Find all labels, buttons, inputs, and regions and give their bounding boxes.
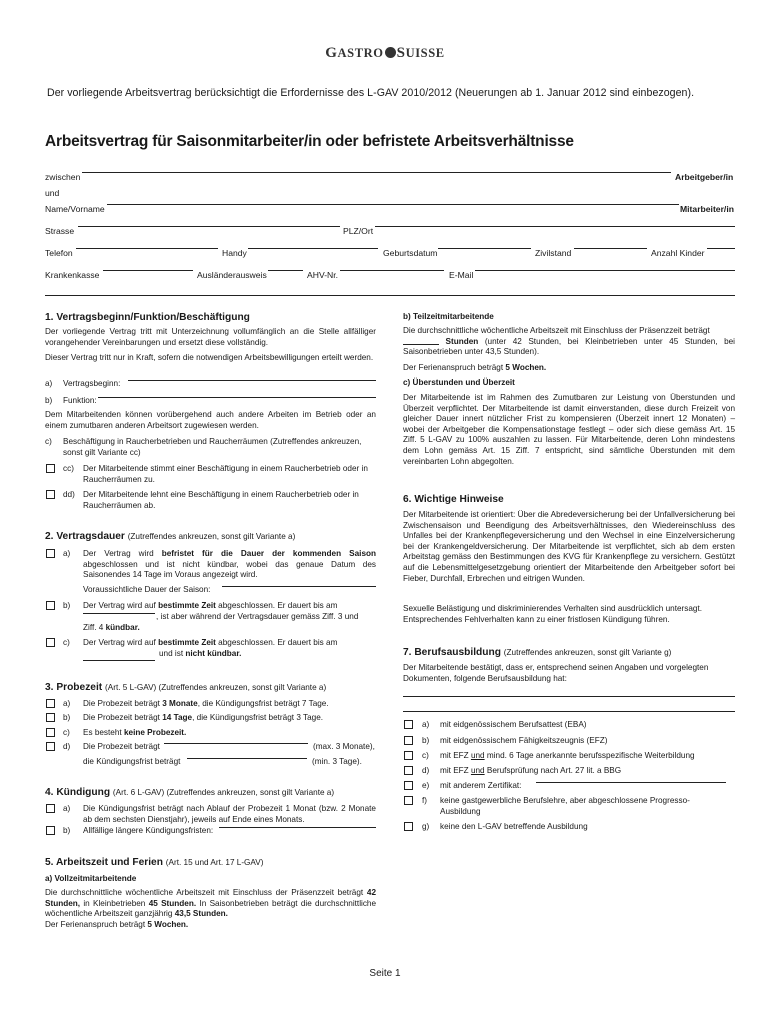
auslaender-field[interactable] bbox=[268, 270, 303, 271]
krankenkasse-field[interactable] bbox=[103, 270, 193, 271]
s3-d-checkbox[interactable] bbox=[46, 742, 55, 751]
s7-e-key: e) bbox=[422, 781, 430, 790]
teilzeit-stunden-field[interactable] bbox=[403, 337, 439, 345]
und-label: und bbox=[45, 188, 60, 198]
s3-d-text-2: die Kündigungsfrist beträgt bbox=[83, 757, 181, 766]
s7-b-key: b) bbox=[422, 736, 430, 745]
handy-field[interactable] bbox=[248, 248, 378, 249]
section-5-title: 5. Arbeitszeit und Ferien (Art. 15 und Art. 17 L-GAV) bbox=[45, 857, 264, 868]
s5-a-text: Die durchschnittliche wöchentliche Arbeitszeit mit Einschluss der Präsenzzeit beträgt 42 Stunden, in Kleinbetrieben 45 Stunden. In Saisonbetrieben beträgt die durchschnittliche wöchentliche Arbeitszeit ganzjährig 43,5 Stunden. Der Ferienanspruch beträgt 5 Wochen. bbox=[45, 888, 377, 929]
s1-dd-text: Der Mitarbeitende lehnt eine Beschäftigung in einem Raucherbetrieb oder in Raucherräumen ab. bbox=[83, 490, 359, 510]
plz-field[interactable] bbox=[375, 226, 735, 227]
s7-d-checkbox[interactable] bbox=[404, 766, 413, 775]
s7-a-key: a) bbox=[422, 720, 430, 729]
s7-c-text: mit EFZ und mind. 6 Tage anerkannte berufsspezifische Weiterbildung bbox=[440, 751, 695, 760]
section-1-title: 1. Vertragsbeginn/Funktion/Beschäftigung bbox=[45, 312, 250, 323]
s2-b-text-2: , ist aber während der Vertragsdauer gemäss Ziff. 3 und bbox=[156, 612, 359, 621]
s7-a-checkbox[interactable] bbox=[404, 720, 413, 729]
kinder-field[interactable] bbox=[707, 248, 735, 249]
s7-d-key: d) bbox=[422, 766, 430, 775]
handy-label: Handy bbox=[222, 248, 247, 258]
s1-b-key: b) bbox=[45, 396, 53, 405]
s3-d-key: d) bbox=[63, 742, 71, 751]
gastrosuisse-logo: GASTRO SUISSE bbox=[325, 45, 445, 61]
s3-b-checkbox[interactable] bbox=[46, 713, 55, 722]
section-3-title: 3. Probezeit (Art. 5 L-GAV) (Zutreffendes ankreuzen, sonst gilt Variante a) bbox=[45, 682, 327, 693]
probezeit-field[interactable] bbox=[164, 743, 308, 744]
page-title: Arbeitsvertrag für Saisonmitarbeiter/in oder befristete Arbeitsverhältnisse bbox=[45, 133, 574, 150]
s7-c-checkbox[interactable] bbox=[404, 751, 413, 760]
berufsausbildung-field-2[interactable] bbox=[403, 711, 735, 712]
s2-b-key: b) bbox=[63, 601, 71, 610]
geburtsdatum-label: Geburtsdatum bbox=[383, 248, 438, 258]
email-field[interactable] bbox=[475, 270, 735, 271]
telefon-label: Telefon bbox=[45, 248, 73, 258]
s2-dauer-label: Voraussichtliche Dauer der Saison: bbox=[83, 585, 211, 594]
s1-paragraph-1: Der vorliegende Vertrag tritt mit Unterzeichnung vollumfänglich an die Stelle allfälliger vorangehender Vereinbarungen und ersetzt diese vollständig. bbox=[45, 327, 376, 347]
plz-label: PLZ/Ort bbox=[343, 226, 374, 236]
zivilstand-label: Zivilstand bbox=[535, 248, 572, 258]
s2-a-key: a) bbox=[63, 549, 71, 558]
s5-b-title: b) Teilzeitmitarbeitende bbox=[403, 312, 494, 321]
s5-c-title: c) Überstunden und Überzeit bbox=[403, 378, 515, 387]
s6-paragraph-2: Sexuelle Belästigung und diskriminierendes Verhalten sind ausdrücklich untersagt. Entsprechendes Fehlverhalten kann zu einer fristlosen Kündigung führen. bbox=[403, 604, 703, 624]
s3-c-key: c) bbox=[63, 728, 70, 737]
s1-cc-text: Der Mitarbeitende stimmt einer Beschäftigung in einem Raucherbetrieb oder in Raucherräumen zu. bbox=[83, 464, 368, 484]
s2-b-date-field[interactable] bbox=[83, 613, 155, 614]
name-field[interactable] bbox=[107, 204, 679, 205]
s2-a-checkbox[interactable] bbox=[46, 549, 55, 558]
s2-c-date-field[interactable] bbox=[83, 660, 155, 661]
s4-b-checkbox[interactable] bbox=[46, 826, 55, 835]
anderes-zertifikat-field[interactable] bbox=[536, 782, 726, 783]
section-7-title: 7. Berufsausbildung (Zutreffendes ankreuzen, sonst gilt Variante g) bbox=[403, 647, 672, 658]
s7-e-text: mit anderem Zertifikat: bbox=[440, 781, 522, 790]
s1-cc-key: cc) bbox=[63, 464, 74, 473]
s3-a-checkbox[interactable] bbox=[46, 699, 55, 708]
s7-g-key: g) bbox=[422, 822, 430, 831]
auslaender-label: Ausländerausweis bbox=[197, 270, 267, 280]
s3-d-min: (min. 3 Tage). bbox=[312, 757, 362, 766]
strasse-label: Strasse bbox=[45, 226, 75, 236]
s2-c-text-2: und ist nicht kündbar. bbox=[159, 649, 242, 658]
s3-c-checkbox[interactable] bbox=[46, 728, 55, 737]
s7-e-checkbox[interactable] bbox=[404, 781, 413, 790]
s5-c-text: Der Mitarbeitende ist im Rahmen des Zumutbaren zur Leistung von Überstunden und Überzeit verpflichtet. Der Mitarbeitende ist damit einverstanden, diese durch Freizeit von gleicher Dauer innert nützlicher Frist zu kompensieren (Überzeit innert 12 Monaten) – wobei der Arbeitgeber die Kompensationstage festlegt – oder sich diese gemäss Art. 15 Ziff. 5 L-GAV zu 100% auszahlen zu lassen. Für Mitarbeitende, deren Lohn mindestens dem Lohn gemäss Art. 15 Ziff. 7 entspricht, sind sämtliche Überstunden mit dem vereinbarten Lohn abgegolten. bbox=[403, 393, 735, 466]
s3-a-text: Die Probezeit beträgt 3 Monate, die Kündigungsfrist beträgt 7 Tage. bbox=[83, 699, 329, 708]
s2-c-text: Der Vertrag wird auf bestimmte Zeit abgeschlossen. Er dauert bis am bbox=[83, 638, 338, 647]
s3-c-text: Es besteht keine Probezeit. bbox=[83, 728, 187, 737]
strasse-field[interactable] bbox=[78, 226, 340, 227]
s1-c-key: c) bbox=[45, 437, 52, 446]
arbeitgeber-field[interactable] bbox=[82, 172, 671, 173]
krankenkasse-label: Krankenkasse bbox=[45, 270, 100, 280]
saison-dauer-field[interactable] bbox=[222, 586, 376, 587]
ahv-label: AHV-Nr. bbox=[307, 270, 339, 280]
s4-a-checkbox[interactable] bbox=[46, 804, 55, 813]
s2-c-key: c) bbox=[63, 638, 70, 647]
intro-text: Der vorliegende Arbeitsvertrag berücksichtigt die Erfordernisse des L-GAV 2010/2012 (Neuerungen ab 1. Januar 2012 sind einbezogen). bbox=[47, 87, 695, 99]
s7-b-checkbox[interactable] bbox=[404, 736, 413, 745]
s2-a-text: Der Vertrag wird befristet für die Dauer der kommenden Saison abgeschlossen und ist nicht kündbar, wobei das genaue Datum des Saisonendes 14 Tage im Voraus angezeigt wird. bbox=[83, 549, 376, 580]
s1-a-key: a) bbox=[45, 379, 53, 388]
header-divider bbox=[45, 295, 735, 296]
s3-d-text: Die Probezeit beträgt bbox=[83, 742, 160, 751]
s7-f-key: f) bbox=[422, 796, 428, 805]
s7-f-text: keine gastgewerbliche Berufslehre, aber abgeschlossene Progresso-Ausbildung bbox=[440, 796, 690, 816]
s1-paragraph-2: Dieser Vertrag tritt nur in Kraft, sofern die notwendigen Arbeitsbewilligungen erteilt werden. bbox=[45, 353, 374, 362]
s5-b-ferien: Der Ferienanspruch beträgt 5 Wochen. bbox=[403, 363, 547, 372]
s4-a-key: a) bbox=[63, 804, 71, 813]
s1-dd-key: dd) bbox=[63, 490, 75, 499]
s2-c-checkbox[interactable] bbox=[46, 638, 55, 647]
s7-c-key: c) bbox=[422, 751, 429, 760]
section-2-title: 2. Vertragsdauer (Zutreffendes ankreuzen, sonst gilt Variante a) bbox=[45, 531, 296, 542]
s3-a-key: a) bbox=[63, 699, 71, 708]
berufsausbildung-field-1[interactable] bbox=[403, 696, 735, 697]
s7-f-checkbox[interactable] bbox=[404, 796, 413, 805]
arbeitgeber-label: Arbeitgeber/in bbox=[675, 172, 734, 182]
s1-c-text: Beschäftigung in Raucherbetrieben und Raucherräumen (Zutreffendes ankreuzen, sonst gilt Variante cc) bbox=[63, 437, 362, 457]
zivilstand-field[interactable] bbox=[574, 248, 647, 249]
page-number: Seite 1 bbox=[369, 968, 401, 979]
kinder-label: Anzahl Kinder bbox=[651, 248, 705, 258]
s1-a-label: Vertragsbeginn: bbox=[63, 379, 121, 388]
logo-emblem-icon bbox=[385, 47, 396, 58]
mitarbeiter-label: Mitarbeiter/in bbox=[680, 204, 734, 214]
vertragsbeginn-field[interactable] bbox=[128, 380, 376, 381]
zwischen-label: zwischen bbox=[45, 172, 81, 182]
section-4-title: 4. Kündigung (Art. 6 L-GAV) (Zutreffendes ankreuzen, sonst gilt Variante a) bbox=[45, 787, 335, 798]
email-label: E-Mail bbox=[449, 270, 474, 280]
ahv-field[interactable] bbox=[340, 270, 444, 271]
s5-b-text: Die durchschnittliche wöchentliche Arbeitszeit mit Einschluss der Präsenzzeit beträgt Stunden (unter 42 Stunden, bei Kleinbetrieben unter 45 Stunden, bei Saisonbetrieben unter 43,5 Stunden). bbox=[403, 326, 736, 357]
s1-b-label: Funktion: bbox=[63, 396, 97, 405]
geburtsdatum-field[interactable] bbox=[438, 248, 531, 249]
s3-d-max: (max. 3 Monate), bbox=[313, 742, 375, 751]
s7-paragraph: Der Mitarbeitende bestätigt, dass er, entsprechend seinen Angaben und vorgelegten Dokumenten, folgende Berufsausbildung hat: bbox=[403, 663, 709, 683]
s2-b-text-3: Ziff. 4 kündbar. bbox=[83, 623, 140, 632]
s7-g-text: keine den L-GAV betreffende Ausbildung bbox=[440, 822, 588, 831]
section-6-title: 6. Wichtige Hinweise bbox=[403, 494, 504, 505]
s1-cc-checkbox[interactable] bbox=[46, 464, 55, 473]
s4-a-text: Die Kündigungsfrist beträgt nach Ablauf der Probezeit 1 Monat (bzw. 2 Monate ab dem sechsten Dienstjahr), jeweils auf Ende eines Monats. bbox=[83, 804, 376, 824]
funktion-field[interactable] bbox=[98, 397, 376, 398]
telefon-field[interactable] bbox=[76, 248, 218, 249]
name-label: Name/Vorname bbox=[45, 204, 105, 214]
s3-b-key: b) bbox=[63, 713, 71, 722]
s3-b-text: Die Probezeit beträgt 14 Tage, die Kündigungsfrist beträgt 3 Tage. bbox=[83, 713, 324, 722]
s7-a-text: mit eidgenössischem Berufsattest (EBA) bbox=[440, 720, 587, 729]
s7-b-text: mit eidgenössischem Fähigkeitszeugnis (EFZ) bbox=[440, 736, 608, 745]
s7-g-checkbox[interactable] bbox=[404, 822, 413, 831]
s1-dd-checkbox[interactable] bbox=[46, 490, 55, 499]
s1-paragraph-3: Dem Mitarbeitenden können vorübergehend auch andere Arbeiten im Betrieb oder an einem zumutbaren anderen Arbeitsort zugewiesen werden. bbox=[45, 410, 376, 430]
s5-a-title: a) Vollzeitmitarbeitende bbox=[45, 874, 137, 883]
kuendigungsfrist-probezeit-field[interactable] bbox=[187, 758, 307, 759]
s6-paragraph-1: Der Mitarbeitende ist orientiert: Über die Abredeversicherung bei der Unfallversicherung bei Zwischensaison und Beendigung des Arbeitsverhältnisses, den Wiedereinschluss des Unfalles bei der Krankenpflegeversicherung und den Wechsel in eine Einzelversicherung bei der Krankengeldversicherung. Der Mitarbeitende ist verpflichtet, sich ab dem ersten Arbeitstag gemäss den Bestimmungen des KVG für Krankenpflege zu versichern. Gestützt auf die Lebensmittelgesetzgebung orientiert der Mitarbeitende den Arbeitgeber sofort bei Fieber, Durchfall, Erbrechen und eitrigen Wunden. bbox=[403, 510, 735, 583]
s2-b-checkbox[interactable] bbox=[46, 601, 55, 610]
s2-b-text: Der Vertrag wird auf bestimmte Zeit abgeschlossen. Er dauert bis am bbox=[83, 601, 338, 610]
s4-b-text: Allfällige längere Kündigungsfristen: bbox=[83, 826, 214, 835]
s7-d-text: mit EFZ und Berufsprüfung nach Art. 27 lit. a BBG bbox=[440, 766, 622, 775]
laengere-kuendigungsfrist-field[interactable] bbox=[219, 827, 376, 828]
s4-b-key: b) bbox=[63, 826, 71, 835]
